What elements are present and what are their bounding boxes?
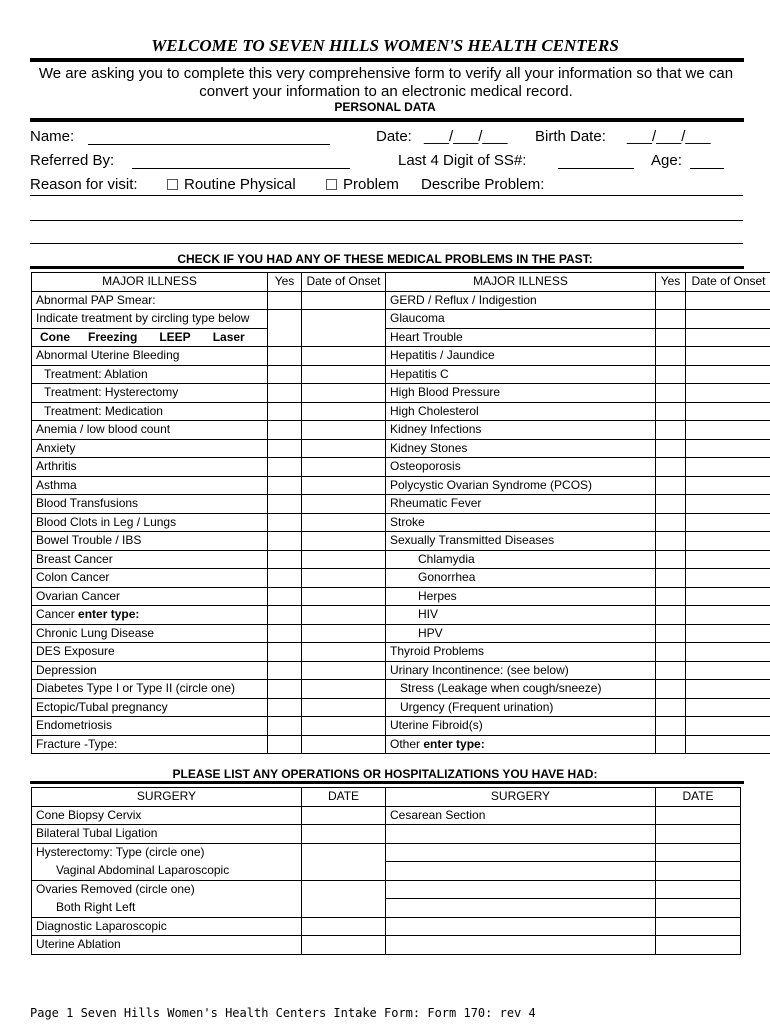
yes-checkbox-right[interactable]: [656, 291, 686, 310]
date-of-onset-left[interactable]: [302, 421, 386, 440]
date-of-onset-left[interactable]: [302, 476, 386, 495]
medical-row: [32, 680, 770, 699]
date-of-onset-right[interactable]: [686, 513, 770, 532]
date-of-onset-left[interactable]: [302, 532, 386, 551]
date-of-onset-right[interactable]: [686, 421, 770, 440]
ssn-field[interactable]: [558, 168, 634, 169]
surgery-date-right[interactable]: [656, 936, 741, 955]
date-of-onset-right[interactable]: [686, 310, 770, 329]
illness-left: Anxiety: [32, 439, 268, 458]
illness-left: Blood Transfusions: [32, 495, 268, 514]
medical-problems-divider: [30, 266, 744, 269]
operations-row: [32, 880, 741, 899]
date-of-onset-right[interactable]: [686, 624, 770, 643]
illness-right: Kidney Stones: [386, 439, 656, 458]
medical-row: [32, 643, 770, 662]
operations-row: [32, 843, 741, 862]
illness-left: Depression: [32, 661, 268, 680]
yes-checkbox-right[interactable]: [656, 587, 686, 606]
date-of-onset-left[interactable]: [302, 439, 386, 458]
illness-label: Cancer: [36, 607, 75, 622]
operations-header-row: [32, 788, 741, 807]
illness-right: High Cholesterol: [386, 402, 656, 421]
surgery-right[interactable]: [386, 880, 656, 899]
medical-row: [32, 624, 770, 643]
illness-right: Uterine Fibroid(s): [386, 717, 656, 736]
surgery-date-right[interactable]: [656, 917, 741, 936]
yes-checkbox-right[interactable]: [656, 680, 686, 699]
illness-left: Abnormal Uterine Bleeding: [32, 347, 268, 366]
title-divider: [30, 58, 744, 62]
date-of-onset-right[interactable]: [686, 365, 770, 384]
medical-row: [32, 347, 770, 366]
medical-row: [32, 735, 770, 754]
age-field[interactable]: [690, 168, 724, 169]
surgery-date-right[interactable]: [656, 880, 741, 899]
medical-row: [32, 476, 770, 495]
date-of-onset-right[interactable]: [686, 291, 770, 310]
yes-checkbox-left[interactable]: [268, 569, 302, 588]
treatment-option: Cone: [40, 329, 70, 344]
pap-treatment-options: [32, 328, 268, 347]
yes-checkbox-left[interactable]: [268, 384, 302, 403]
date-of-onset-left[interactable]: [302, 347, 386, 366]
illness-left: Arthritis: [32, 458, 268, 477]
date-of-onset-right[interactable]: [686, 328, 770, 347]
form-title: WELCOME TO SEVEN HILLS WOMEN'S HEALTH CENTERS: [151, 36, 619, 55]
treatment-option: Laser: [212, 329, 245, 344]
surgery-left: Bilateral Tubal Ligation: [32, 825, 302, 844]
medical-row: [32, 532, 770, 551]
yes-checkbox-right[interactable]: [656, 458, 686, 477]
yes-checkbox-left[interactable]: [268, 421, 302, 440]
illness-left: Abnormal PAP Smear:: [32, 291, 268, 310]
date-of-onset-right[interactable]: [686, 735, 770, 754]
yes-checkbox-left[interactable]: [268, 587, 302, 606]
medical-row: [32, 587, 770, 606]
yes-checkbox-right[interactable]: [656, 513, 686, 532]
illness-right: Herpes: [386, 587, 656, 606]
medical-row: [32, 384, 770, 403]
operations-row: [32, 917, 741, 936]
date-of-onset-right[interactable]: [686, 458, 770, 477]
operations-divider: [30, 781, 744, 784]
yes-checkbox-right[interactable]: [656, 310, 686, 329]
illness-right: Gonorrhea: [386, 569, 656, 588]
date-of-onset-right[interactable]: [686, 698, 770, 717]
date-of-onset-left[interactable]: [302, 717, 386, 736]
surgery-left: Uterine Ablation: [32, 936, 302, 955]
describe-line-2[interactable]: [30, 220, 743, 221]
date-of-onset-right[interactable]: [686, 495, 770, 514]
surgery-date-right[interactable]: [656, 899, 741, 918]
illness-right: Glaucoma: [386, 310, 656, 329]
yes-checkbox-left[interactable]: [268, 643, 302, 662]
medical-row: [32, 439, 770, 458]
illness-left: Colon Cancer: [32, 569, 268, 588]
yes-checkbox-right[interactable]: [656, 606, 686, 625]
yes-checkbox-right[interactable]: [656, 532, 686, 551]
date-of-onset-left[interactable]: [302, 365, 386, 384]
yes-checkbox-left[interactable]: [268, 680, 302, 699]
yes-checkbox-left[interactable]: [268, 698, 302, 717]
yes-checkbox-left[interactable]: [268, 402, 302, 421]
illness-left: Treatment: Ablation: [32, 365, 268, 384]
yes-checkbox-left[interactable]: [268, 495, 302, 514]
yes-checkbox-left[interactable]: [268, 347, 302, 366]
medical-row: [32, 328, 770, 347]
date-of-onset-left[interactable]: [302, 698, 386, 717]
medical-row: [32, 310, 770, 329]
illness-right: Polycystic Ovarian Syndrome (PCOS): [386, 476, 656, 495]
medical-row: [32, 717, 770, 736]
illness-left: Blood Clots in Leg / Lungs: [32, 513, 268, 532]
operations-heading: PLEASE LIST ANY OPERATIONS OR HOSPITALIZATIONS YOU HAVE HAD:: [172, 767, 598, 781]
operations-row: [32, 825, 741, 844]
illness-left: Chronic Lung Disease: [32, 624, 268, 643]
yes-checkbox-left[interactable]: [268, 439, 302, 458]
surgery-date-right[interactable]: [656, 825, 741, 844]
illness-left: Anemia / low blood count: [32, 421, 268, 440]
illness-left: Breast Cancer: [32, 550, 268, 569]
yes-checkbox-left[interactable]: [268, 458, 302, 477]
surgery-right[interactable]: [386, 843, 656, 862]
illness-left: Treatment: Medication: [32, 402, 268, 421]
describe-line-3[interactable]: [30, 243, 743, 244]
illness-right: HPV: [386, 624, 656, 643]
illness-right: Sexually Transmitted Diseases: [386, 532, 656, 551]
illness-right: High Blood Pressure: [386, 384, 656, 403]
yes-checkbox-left[interactable]: [268, 550, 302, 569]
date-of-onset-right[interactable]: [686, 532, 770, 551]
date-of-onset-left[interactable]: [302, 495, 386, 514]
medical-row: [32, 569, 770, 588]
illness-left: Fracture -Type:: [32, 735, 268, 754]
surgery-right[interactable]: [386, 862, 656, 881]
operations-row: [32, 936, 741, 955]
col-yes-left: Yes: [268, 273, 302, 292]
date-of-onset-right[interactable]: [686, 347, 770, 366]
col-date-left: DATE: [302, 788, 386, 807]
treatment-option: Freezing: [88, 329, 138, 344]
illness-right: Stroke: [386, 513, 656, 532]
problem-option[interactable]: [326, 176, 399, 193]
yes-checkbox-left[interactable]: [268, 661, 302, 680]
yes-checkbox-left[interactable]: [268, 606, 302, 625]
date-of-onset-left[interactable]: [302, 513, 386, 532]
col-yes-right: Yes: [656, 273, 686, 292]
date-of-onset-right[interactable]: [686, 476, 770, 495]
page-footer: Page 1 Seven Hills Women's Health Centers Intake Form: Form 170: rev 4: [30, 1006, 536, 1020]
medical-problems-heading: CHECK IF YOU HAD ANY OF THESE MEDICAL PROBLEMS IN THE PAST:: [177, 252, 593, 266]
date-of-onset-left[interactable]: [302, 569, 386, 588]
date-of-onset-right[interactable]: [686, 661, 770, 680]
date-of-onset-right[interactable]: [686, 439, 770, 458]
operations-table: [31, 787, 741, 955]
date-field[interactable]: ___/___/___: [424, 128, 508, 145]
medical-row: [32, 291, 770, 310]
ssn-label: Last 4 Digit of SS#:: [398, 152, 527, 169]
col-date-of-onset-right: Date of Onset: [686, 273, 770, 292]
illness-left: Ovarian Cancer: [32, 587, 268, 606]
yes-checkbox-right[interactable]: [656, 698, 686, 717]
illness-left: Endometriosis: [32, 717, 268, 736]
medical-row: [32, 661, 770, 680]
age-label: Age:: [651, 152, 682, 169]
yes-checkbox-right[interactable]: [656, 661, 686, 680]
medical-row: [32, 698, 770, 717]
date-of-onset-right[interactable]: [686, 402, 770, 421]
birth-date-label: Birth Date:: [535, 128, 606, 145]
routine-physical-checkbox[interactable]: [167, 179, 178, 190]
surgery-right[interactable]: [386, 917, 656, 936]
date-of-onset-right[interactable]: [686, 384, 770, 403]
medical-row: [32, 365, 770, 384]
yes-checkbox-right[interactable]: [656, 365, 686, 384]
operations-row: [32, 806, 741, 825]
illness-left: Diabetes Type I or Type II (circle one): [32, 680, 268, 699]
describe-line-1[interactable]: [30, 195, 743, 196]
name-label: Name:: [30, 128, 75, 145]
surgery-left: Hysterectomy: Type (circle one): [32, 843, 302, 862]
yes-checkbox-right[interactable]: [656, 421, 686, 440]
date-of-onset-right[interactable]: [686, 643, 770, 662]
date-of-onset-right[interactable]: [686, 569, 770, 588]
yes-checkbox-right[interactable]: [656, 495, 686, 514]
date-of-onset-left[interactable]: [302, 661, 386, 680]
illness-right: GERD / Reflux / Indigestion: [386, 291, 656, 310]
date-of-onset-right[interactable]: [686, 717, 770, 736]
referred-by-label: Referred By:: [30, 152, 115, 169]
illness-right: HIV: [386, 606, 656, 625]
illness-right: Heart Trouble: [386, 328, 656, 347]
operations-row: [32, 899, 741, 918]
illness-left: Asthma: [32, 476, 268, 495]
yes-checkbox-left[interactable]: [268, 291, 302, 310]
personal-data-heading: PERSONAL DATA: [334, 100, 436, 114]
yes-checkbox-left[interactable]: [268, 735, 302, 754]
surgery-left: Diagnostic Laparoscopic: [32, 917, 302, 936]
yes-checkbox-right[interactable]: [656, 328, 686, 347]
illness-right: [386, 735, 656, 754]
date-of-onset-left[interactable]: [302, 680, 386, 699]
surgery-date-left[interactable]: [302, 825, 386, 844]
date-of-onset-right[interactable]: [686, 587, 770, 606]
surgery-left: Both Right Left: [32, 899, 302, 918]
medical-row: [32, 550, 770, 569]
medical-header-row: [32, 273, 770, 292]
yes-checkbox-left[interactable]: [268, 624, 302, 643]
reason-label: Reason for visit:: [30, 176, 138, 193]
enter-type-label: enter type:: [423, 736, 485, 751]
yes-checkbox-left[interactable]: [268, 717, 302, 736]
illness-left: DES Exposure: [32, 643, 268, 662]
illness-left: Indicate treatment by circling type below: [32, 310, 268, 329]
problem-label: Problem: [343, 176, 399, 193]
surgery-date-right[interactable]: [656, 843, 741, 862]
surgery-date-left[interactable]: [302, 843, 386, 880]
illness-right: Kidney Infections: [386, 421, 656, 440]
surgery-date-left[interactable]: [302, 806, 386, 825]
date-of-onset-left[interactable]: [302, 735, 386, 754]
medical-problems-table: [31, 272, 770, 754]
surgery-left: Cone Biopsy Cervix: [32, 806, 302, 825]
illness-right: Urgency (Frequent urination): [386, 698, 656, 717]
surgery-left: Vaginal Abdominal Laparoscopic: [32, 862, 302, 881]
surgery-right: Cesarean Section: [386, 806, 656, 825]
illness-left: Bowel Trouble / IBS: [32, 532, 268, 551]
date-of-onset-left[interactable]: [302, 587, 386, 606]
yes-checkbox-left[interactable]: [268, 513, 302, 532]
date-of-onset-right[interactable]: [686, 680, 770, 699]
medical-row: [32, 495, 770, 514]
illness-right: Stress (Leakage when cough/sneeze): [386, 680, 656, 699]
yes-checkbox-left[interactable]: [268, 476, 302, 495]
yes-checkbox-right[interactable]: [656, 717, 686, 736]
date-of-onset-right[interactable]: [686, 550, 770, 569]
medical-row: [32, 458, 770, 477]
personal-data-divider: [30, 118, 744, 122]
yes-checkbox-right[interactable]: [656, 624, 686, 643]
col-date-of-onset-left: Date of Onset: [302, 273, 386, 292]
yes-checkbox-right[interactable]: [656, 476, 686, 495]
routine-physical-option[interactable]: [167, 176, 296, 193]
surgery-date-left[interactable]: [302, 936, 386, 955]
birth-date-field[interactable]: ___/___/___: [627, 128, 711, 145]
surgery-date-right[interactable]: [656, 806, 741, 825]
illness-right: Rheumatic Fever: [386, 495, 656, 514]
surgery-date-right[interactable]: [656, 862, 741, 881]
yes-checkbox-right[interactable]: [656, 384, 686, 403]
yes-checkbox-right[interactable]: [656, 347, 686, 366]
col-surgery-left: SURGERY: [32, 788, 302, 807]
illness-label: Other: [390, 736, 421, 751]
date-of-onset-left[interactable]: [302, 310, 386, 347]
yes-checkbox-right[interactable]: [656, 439, 686, 458]
describe-problem-label: Describe Problem:: [421, 176, 545, 193]
date-of-onset-left[interactable]: [302, 606, 386, 625]
surgery-left: Ovaries Removed (circle one): [32, 880, 302, 899]
yes-checkbox-left[interactable]: [268, 532, 302, 551]
routine-physical-label: Routine Physical: [184, 176, 296, 193]
date-of-onset-left[interactable]: [302, 402, 386, 421]
date-of-onset-left[interactable]: [302, 624, 386, 643]
surgery-right[interactable]: [386, 825, 656, 844]
illness-right: Urinary Incontinence: (see below): [386, 661, 656, 680]
surgery-right[interactable]: [386, 936, 656, 955]
medical-row: [32, 421, 770, 440]
yes-checkbox-right[interactable]: [656, 402, 686, 421]
name-field[interactable]: [88, 144, 330, 145]
col-surgery-right: SURGERY: [386, 788, 656, 807]
illness-right: Chlamydia: [386, 550, 656, 569]
date-of-onset-left[interactable]: [302, 550, 386, 569]
illness-right: Thyroid Problems: [386, 643, 656, 662]
enter-type-label: enter type:: [78, 607, 140, 622]
medical-row: [32, 606, 770, 625]
illness-right: Osteoporosis: [386, 458, 656, 477]
date-of-onset-left[interactable]: [302, 291, 386, 310]
date-of-onset-left[interactable]: [302, 458, 386, 477]
date-of-onset-left[interactable]: [302, 384, 386, 403]
operations-row: [32, 862, 741, 881]
yes-checkbox-right[interactable]: [656, 569, 686, 588]
surgery-date-left[interactable]: [302, 880, 386, 917]
medical-row: [32, 513, 770, 532]
illness-right: Hepatitis C: [386, 365, 656, 384]
col-major-illness-right: MAJOR ILLNESS: [386, 273, 656, 292]
col-major-illness-left: MAJOR ILLNESS: [32, 273, 268, 292]
referred-by-field[interactable]: [132, 168, 350, 169]
illness-left: [32, 606, 268, 625]
col-date-right: DATE: [656, 788, 741, 807]
treatment-option: LEEP: [159, 329, 191, 344]
illness-left: Ectopic/Tubal pregnancy: [32, 698, 268, 717]
medical-row: [32, 402, 770, 421]
problem-checkbox[interactable]: [326, 179, 337, 190]
yes-checkbox-right[interactable]: [656, 735, 686, 754]
date-of-onset-right[interactable]: [686, 606, 770, 625]
yes-checkbox-left[interactable]: [268, 365, 302, 384]
yes-checkbox-right[interactable]: [656, 550, 686, 569]
surgery-date-left[interactable]: [302, 917, 386, 936]
date-of-onset-left[interactable]: [302, 643, 386, 662]
surgery-right[interactable]: [386, 899, 656, 918]
yes-checkbox-right[interactable]: [656, 643, 686, 662]
illness-right: Hepatitis / Jaundice: [386, 347, 656, 366]
illness-left: Treatment: Hysterectomy: [32, 384, 268, 403]
date-label: Date:: [376, 128, 412, 145]
yes-checkbox-left[interactable]: [268, 310, 302, 347]
intro-text: We are asking you to complete this very comprehensive form to verify all your information so that we can convert your information to an electronic medical record.: [38, 65, 734, 100]
